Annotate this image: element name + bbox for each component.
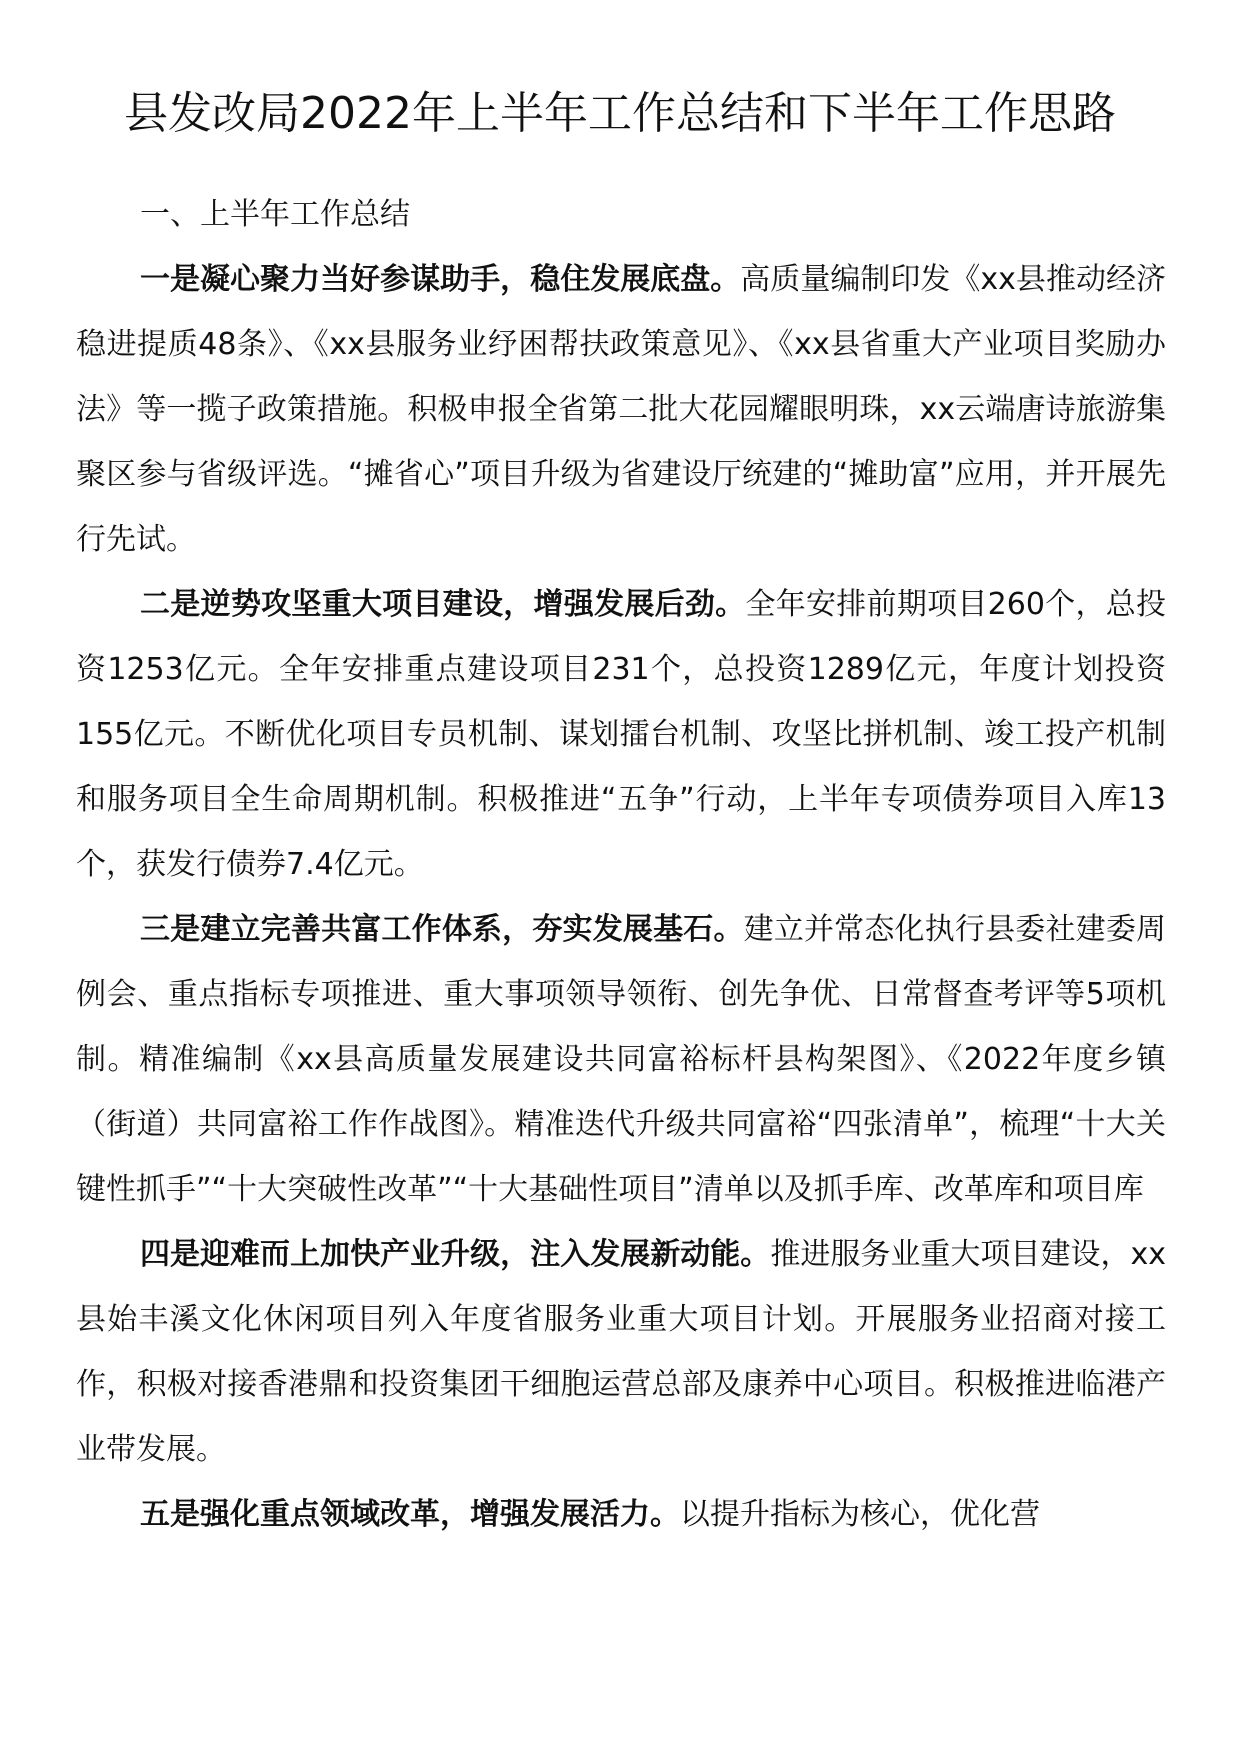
paragraph-4 xyxy=(76,1222,1166,1482)
paragraph-2 xyxy=(76,572,1166,897)
paragraph-5 xyxy=(76,1482,1166,1547)
paragraph-1 xyxy=(76,247,1166,572)
document-title: 县发改局2022年上半年工作总结和下半年工作思路 xyxy=(124,88,1116,139)
paragraph-3 xyxy=(76,897,1166,1222)
paragraph-text: 推进服务业重大项目建设，xx县始丰溪文化休闲项目列入年度省服务业重大项目计划。开展服务业招商对接工作，积极对接香港鼎和投资集团干细胞运营总部及康养中心项目。积极推进临港产业带发展。 xyxy=(76,1237,1166,1467)
paragraph-lead: 四是迎难而上加快产业升级，注入发展新动能。 xyxy=(140,1237,771,1272)
paragraph-lead: 二是逆势攻坚重大项目建设，增强发展后劲。 xyxy=(140,587,746,622)
document-body xyxy=(76,182,1166,1547)
section-heading: 一、上半年工作总结 xyxy=(140,197,410,232)
paragraph-lead: 三是建立完善共富工作体系，夯实发展基石。 xyxy=(140,912,744,947)
paragraph-text: 高质量编制印发《xx县推动经济稳进提质48条》、《xx县服务业纾困帮扶政策意见》、《xx县省重大产业项目奖励办法》等一揽子政策措施。积极申报全省第二批大花园耀眼明珠，xx云端唐诗旅游集聚区参与省级评选。“摊省心”项目升级为省建设厅统建的“摊助富”应用，并开展先行先试。 xyxy=(76,262,1166,557)
paragraph-text: 建立并常态化执行县委社建委周例会、重点指标专项推进、重大事项领导领衔、创先争优、日常督查考评等5项机制。精准编制《xx县高质量发展建设共同富裕标杆县构架图》、《2022年度乡镇（街道）共同富裕工作作战图》。精准迭代升级共同富裕“四张清单”，梳理“十大关键性抓手”“十大突破性改革”“十大基础性项目”清单以及抓手库、改革库和项目库 xyxy=(76,912,1167,1207)
paragraph-lead: 五是强化重点领域改革，增强发展活力。 xyxy=(140,1497,680,1532)
paragraph-lead: 一是凝心聚力当好参谋助手，稳住发展底盘。 xyxy=(140,262,741,297)
paragraph-text: 以提升指标为核心，优化营 xyxy=(680,1497,1040,1532)
paragraph-text: 全年安排前期项目260个，总投资1253亿元。全年安排重点建设项目231个，总投资1289亿元，年度计划投资155亿元。不断优化项目专员机制、谋划擂台机制、攻坚比拼机制、竣工投产机制和服务项目全生命周期机制。积极推进“五争”行动，上半年专项债券项目入库13个，获发行债券7.4亿元。 xyxy=(76,587,1167,882)
